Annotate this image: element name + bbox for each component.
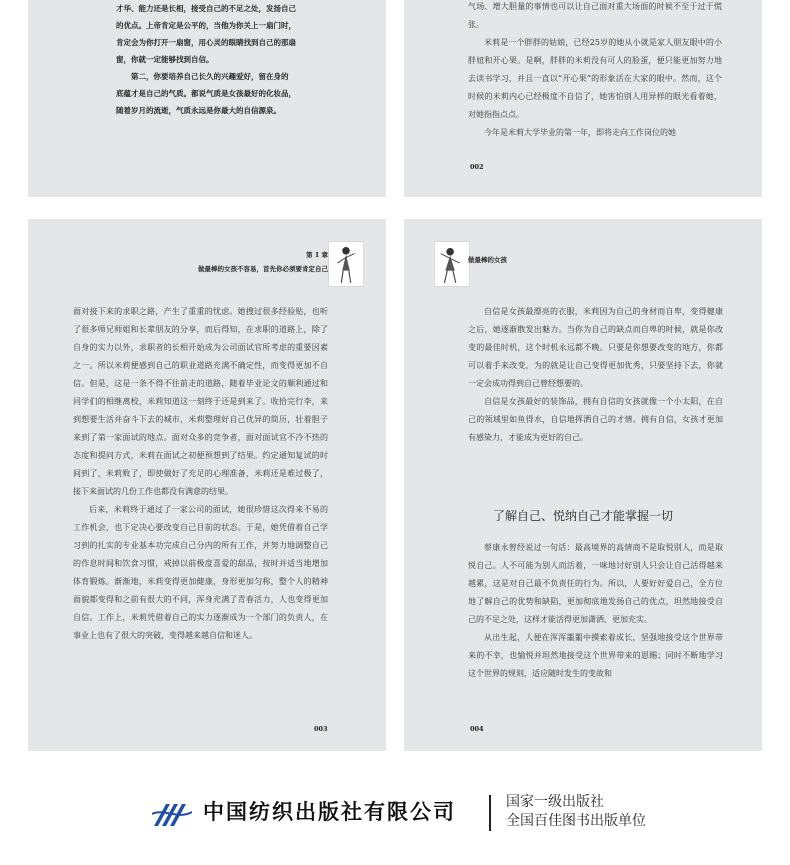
book-page-003 bbox=[28, 219, 386, 751]
publisher-footer bbox=[0, 780, 790, 850]
book-page-top-left bbox=[28, 0, 386, 197]
text-line: 随着岁月的流逝，气质永远是你最大的自信源泉。 bbox=[116, 106, 281, 115]
paragraph: 蔡康永曾经说过一句话：最高境界的高情商不是取悦别人，而是取悦自己。人不可能为别人而活着，一味地讨好别人只会让自己活得越来越累，这是对自己最不负责任的行为。所以，人要好好爱自己，全方位地了解自己的优势和缺陷，更加彻底地发扬自己的优点，坦然地接受自己的不足之处，这样才能活得更加潇洒、更加充实。 bbox=[468, 543, 723, 624]
chapter-label: 第 1 章 bbox=[305, 251, 328, 259]
paragraph: 米莉是一个胖胖的姑娘，已经25岁的她从小就是家人朋友眼中的小胖妞和开心果。是啊，胖胖的米莉没有可人的脸蛋，便只能更加努力地去读书学习，并且一直以“开心果”的形象活在大家的眼中。然而，这个时候的米莉内心已经极度不自信了，她害怕别人用异样的眼光看着她，对她指指点点。 bbox=[468, 38, 722, 119]
page-number: 002 bbox=[470, 163, 484, 171]
book-page-004 bbox=[404, 219, 762, 751]
page-body bbox=[468, 539, 723, 683]
paragraph: 面对接下来的求职之路，产生了重重的忧虑。她搜过很多经验贴，也听了很多师兄师姐和长辈朋友的分享，而后得知，在求职的道路上，除了自身的实力以外，求职者的长相开始成为公司面试官所考虑的重要因素之一。所以米莉便感到自己的职业道路充满不确定性，而变得更加不自信。但是，这是一条不得不往前走的道路，随着毕业论文的顺利通过和同学们的相继离校，米莉知道这一刻终于还是到来了。收拾完行李，来到想要生活并奋斗下去的城市，米莉整理好自己优异的简历，壮着胆子来到了第一家面试的地点。面对众多的竞争者，面对面试官不冷不热的态度和提问方式，米莉在面试之初便预想到了结果。约定通知复试的时间到了，米莉败了，即使做好了充足的心理准备，米莉还是难过极了，接下来面试的几份工作也都没有满意的结果。 bbox=[73, 307, 328, 496]
page-body bbox=[116, 0, 326, 119]
page-body bbox=[73, 303, 328, 645]
publisher-name: 中国纺织出版社有限公司 bbox=[203, 799, 456, 824]
girl-illustration bbox=[434, 241, 470, 287]
paragraph: 自信是女孩最漂亮的衣服，米莉因为自己的身材而自卑，变得健康之后，她逐渐散发出魅力。当你为自己的缺点而自卑的时候，就是你改变的最佳时机，这个时机永远都不晚。只要是你想要改变的地方，你都可以着手来改变，为的就是让自己变得更加优秀，只要坚持下去，你就一定会成功得到自己曾经想要的。 bbox=[468, 307, 723, 388]
publisher-logo-icon bbox=[152, 800, 192, 830]
text-line: 底蕴才是自己的气质。都说气质是女孩最好的化妆品， bbox=[116, 89, 296, 98]
slogan-line: 全国百佳图书出版单位 bbox=[506, 813, 646, 829]
text-line: 肯定会为你打开一扇窗，用心灵的眼睛找到自己的那扇 bbox=[116, 38, 296, 47]
text-line: 才华、能力还是长相，接受自己的不足之处，发扬自己 bbox=[116, 4, 296, 13]
book-page-002 bbox=[404, 0, 762, 197]
page-body bbox=[468, 0, 722, 142]
paragraph: 气场、增大胆量的事情也可以让自己面对重大场面的时候不至于过于慌张。 bbox=[468, 2, 722, 29]
paragraph: 后来，米莉终于通过了一家公司的面试，她很珍惜这次得来不易的工作机会，也下定决心要改变自己目前的状态。于是，她凭借着自己学习到的扎实的专业基本功完成自己分内的所有工作，并努力地调整自己的作息时间和饮食习惯，戒掉以前极度喜爱的甜品，按时并适当地增加体育锻炼。渐渐地，米莉变得更加健康，身形更加匀称，整个人的精神面貌都变得和之前有很大的不同，浑身充满了青春活力，人也变得更加自信。工作上，米莉凭借着自己的实力逐渐成为一个部门的负责人，在事业上也有了很大的突破，变得越来越自信和迷人。 bbox=[73, 505, 328, 640]
section-heading: 了解自己、悦纳自己才能掌握一切 bbox=[492, 509, 673, 523]
text-line: 窗，你就一定能够找到自信。 bbox=[116, 55, 214, 64]
chapter-header bbox=[198, 248, 328, 276]
text-line: 第二，你要培养自己长久的兴趣爱好，留在身的 bbox=[131, 72, 289, 81]
divider bbox=[489, 795, 491, 831]
chapter-title: 做最棒的女孩不容易，首先你必须要肯定自己 bbox=[198, 265, 328, 273]
paragraph: 今年是米莉大学毕业的第一年，即将走向工作岗位的她 bbox=[484, 128, 676, 137]
page-body bbox=[468, 303, 723, 447]
girl-illustration bbox=[328, 241, 364, 287]
publisher-slogan bbox=[506, 793, 646, 831]
page-number: 004 bbox=[470, 725, 484, 733]
paragraph: 自信是女孩最好的装饰品，拥有自信的女孩就像一个小太阳，在自己的领域里如鱼得水，自信地挥洒自己的才情。拥有自信，女孩才更加有感染力，才能成为更好的自己。 bbox=[468, 397, 723, 442]
chapter-title: 做最棒的女孩 bbox=[468, 256, 507, 264]
page-number: 003 bbox=[314, 725, 328, 733]
paragraph: 从出生起，人便在浑浑噩噩中摸索着成长，坚强地接受这个世界带来的不幸，也愉悦并坦然地接受这个世界带来的恩赐；同时不断地学习这个世界的规则，适应随时发生的变故和 bbox=[468, 633, 723, 678]
text-line: 的优点。上帝肯定是公平的，当他为你关上一扇门时， bbox=[116, 21, 296, 30]
slogan-line: 国家一级出版社 bbox=[506, 794, 604, 810]
